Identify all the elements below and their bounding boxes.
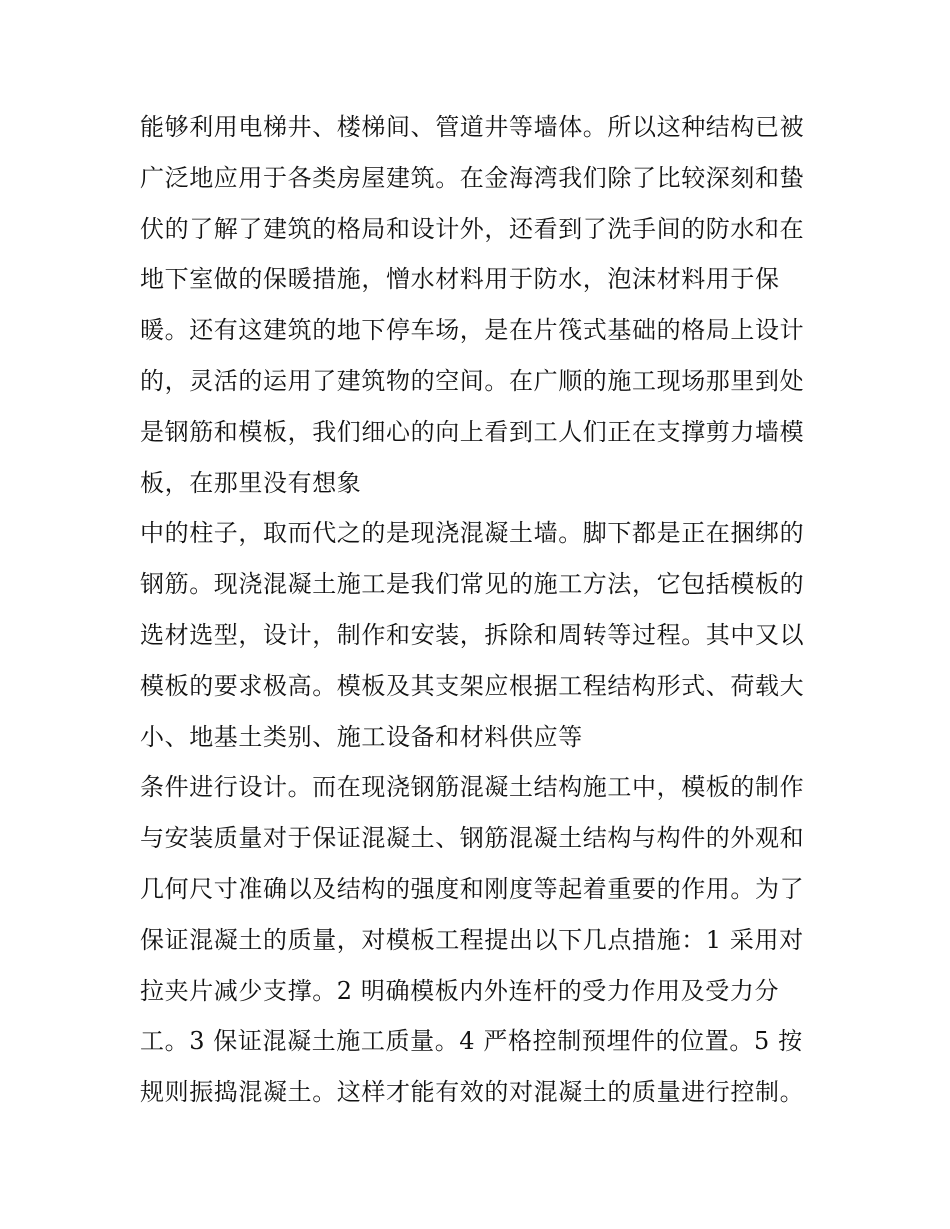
text-line: 广泛地应用于各类房屋建筑。在金海湾我们除了比较深刻和蛰 xyxy=(140,163,805,192)
text-line: 暖。还有这建筑的地下停车场，是在片筏式基础的格局上设计 xyxy=(140,316,805,345)
text-line: 是钢筋和模板，我们细心的向上看到工人们正在支撑剪力墙模 xyxy=(140,417,805,446)
text-line: 小、地基土类别、施工设备和材料供应等 xyxy=(140,722,583,751)
text-line: 工。3 保证混凝土施工质量。4 严格控制预埋件的位置。5 按 xyxy=(140,1027,803,1056)
text-line: 伏的了解了建筑的格局和设计外，还看到了洗手间的防水和在 xyxy=(140,214,805,243)
text-line: 保证混凝土的质量，对模板工程提出以下几点措施：1 采用对 xyxy=(140,925,804,954)
body-text xyxy=(140,102,830,1118)
text-line: 拉夹片减少支撑。2 明确模板内外连杆的受力作用及受力分 xyxy=(140,976,780,1005)
text-line: 地下室做的保暖措施，憎水材料用于防水，泡沫材料用于保 xyxy=(140,265,780,294)
text-line: 板，在那里没有想象 xyxy=(140,468,362,497)
text-line: 钢筋。现浇混凝土施工是我们常见的施工方法，它包括模板的 xyxy=(140,570,805,599)
text-line: 规则振捣混凝土。这样才能有效的对混凝土的质量进行控制。 xyxy=(140,1078,805,1107)
text-line: 中的柱子，取而代之的是现浇混凝土墙。脚下都是正在捆绑的 xyxy=(140,519,805,548)
text-line: 模板的要求极高。模板及其支架应根据工程结构形式、荷载大 xyxy=(140,671,805,700)
text-line: 几何尺寸准确以及结构的强度和刚度等起着重要的作用。为了 xyxy=(140,874,805,903)
text-line: 的，灵活的运用了建筑物的空间。在广顺的施工现场那里到处 xyxy=(140,366,805,395)
text-line: 能够利用电梯井、楼梯间、管道井等墙体。所以这种结构已被 xyxy=(140,113,805,141)
text-line: 选材选型，设计，制作和安装，拆除和周转等过程。其中又以 xyxy=(140,620,805,649)
text-line: 条件进行设计。而在现浇钢筋混凝土结构施工中，模板的制作 xyxy=(140,773,805,802)
text-line: 与安装质量对于保证混凝土、钢筋混凝土结构与构件的外观和 xyxy=(140,824,805,853)
